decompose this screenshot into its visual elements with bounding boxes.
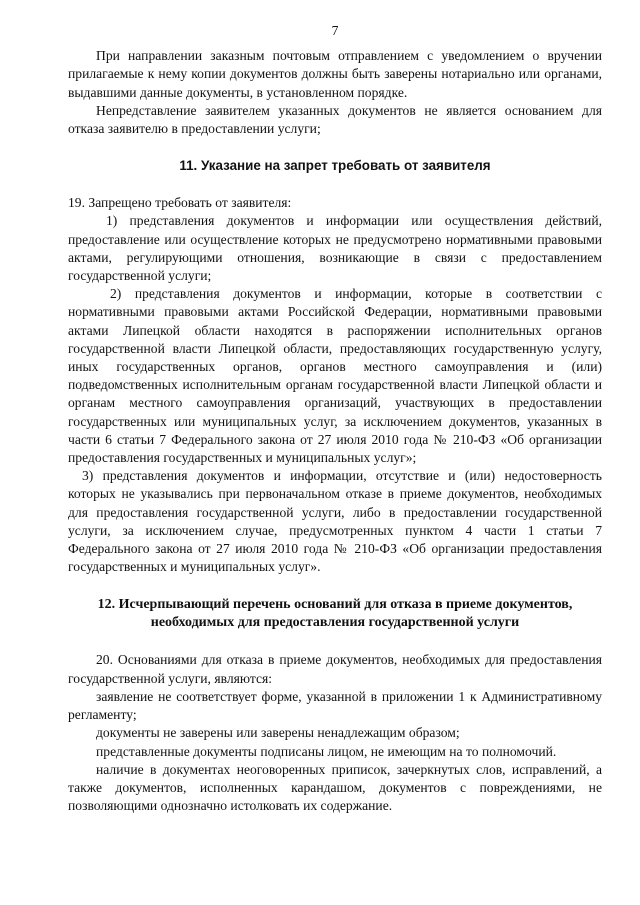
section-12-item-3: представленные документы подписаны лицом, не имеющим на то полномочий. xyxy=(96,743,557,759)
section-11-heading: 11. Указание на запрет требовать от заявителя xyxy=(179,158,491,174)
document-page xyxy=(68,22,602,815)
section-12-item-1: заявление не соответствует форме, указанной в приложении 1 к Административному регламенту; xyxy=(68,688,602,723)
section-12-item-4: наличие в документах неоговоренных приписок, зачеркнутых слов, исправлений, а также документов, исполненных карандашом, документов с повреждениями, не позволяющими однозначно истолковать их содержание. xyxy=(68,761,602,814)
section-11-item-3: 3) представления документов и информации, отсутствие и (или) недостоверность которых не указывались при первоначальном отказе в приеме документов, необходимых для предоставления государственной услуги, либо в предоставлении государственной услуги, за исключением случае, предусмотренных пунктом 4 части 1 статьи 7 Федерального закона от 27 июля 2010 года № 210-ФЗ «Об организации предоставления государственных и муниципальных услуг». xyxy=(68,468,602,575)
section-11-intro: 19. Запрещено требовать от заявителя: xyxy=(68,195,292,211)
section-12-heading: 12. Исчерпывающий перечень оснований для отказа в приеме документов, необходимых для предоставления государственной услуги xyxy=(97,597,573,631)
paragraph-non-submission: Непредставление заявителем указанных документов не является основанием для отказа заявителю в предоставлении услуги; xyxy=(68,102,602,137)
section-11-item-2: 2) представления документов и информации, которые в соответствии с нормативными правовыми актами Российской Федерации, нормативными правовыми актами Липецкой области находятся в распоряжении исполнительных органов государственной власти Липецкой области, предоставляющих государственную услугу, иных государственных органов, органов местного самоуправления и (или) подведомственных исполнительным органам государственной власти Липецкой области и органам местного самоуправления организаций, участвующих в предоставлении государственных или муниципальных услуг, за исключением документов, указанных в части 6 статьи 7 Федерального закона от 27 июля 2010 года № 210-ФЗ «Об организации предоставления государственных и муниципальных услуг»; xyxy=(68,286,602,466)
section-11-item-1: 1) представления документов и информации или осуществления действий, предоставление или осуществление которых не предусмотрено нормативными правовыми актами, регулирующими отношения, возникающие в связи с предоставлением государственной услуги; xyxy=(68,213,602,284)
section-12-intro: 20. Основаниями для отказа в приеме документов, необходимых для предоставления государственной услуги, являются: xyxy=(68,652,602,686)
section-12-item-2: документы не заверены или заверены ненадлежащим образом; xyxy=(96,725,460,741)
page-number: 7 xyxy=(331,23,339,38)
paragraph-mail-copies: При направлении заказным почтовым отправлением с уведомлением о вручении прилагаемые к нему копии документов должны быть заверены нотариально или органами, выдавшими данные документы, в установленном порядке. xyxy=(68,48,602,100)
